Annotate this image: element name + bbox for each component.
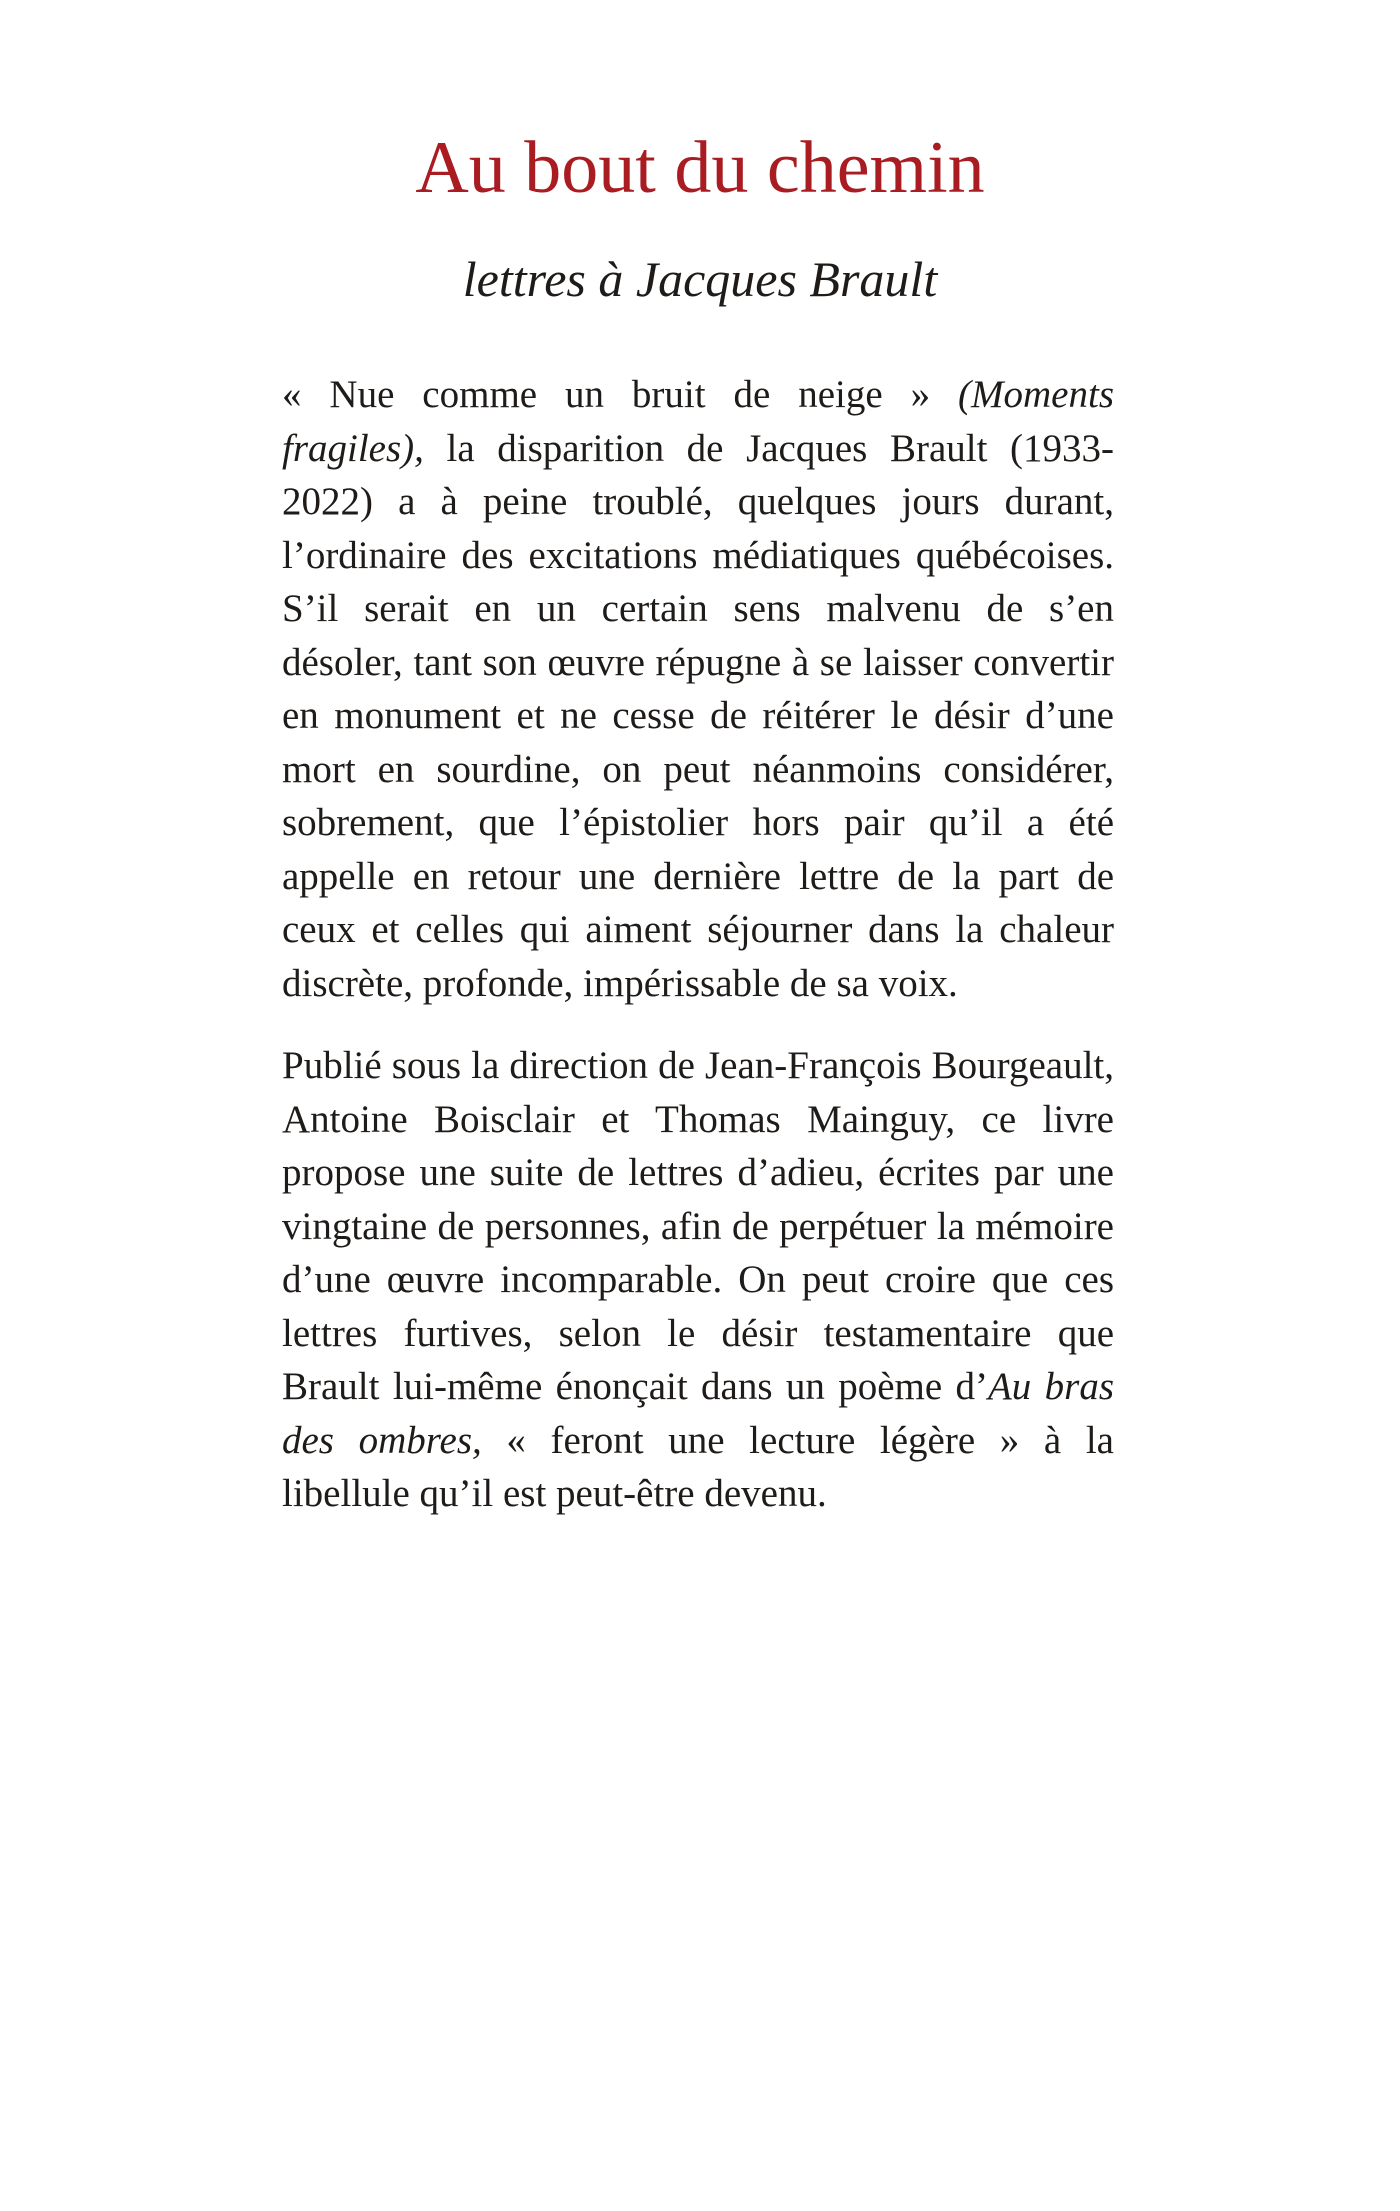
- opening-quote: « Nue comme un bruit de neige »: [282, 373, 959, 416]
- paragraph-1-text: la disparition de Jacques Brault (1933-2022) a à peine troublé, quelques jours durant, l’ordinaire des excitations médiatiques québécoises. S’il serait en un certain sens malvenu de s’en désoler, tant son œuvre répugne à se laisser convertir en monument et ne cesse de réitérer le désir d’une mort en sourdine, on peut néanmoins considérer, sobrement, que l’épistolier hors pair qu’il a été appelle en retour une dernière lettre de la part de ceux et celles qui aiment séjourner dans la chaleur discrète, profonde, impérissable de sa voix.: [282, 426, 1114, 1005]
- blurb-text: [282, 368, 1114, 1550]
- book-subtitle: lettres à Jacques Brault: [462, 251, 938, 307]
- poem-collection-title: Au bras des ombres,: [282, 1365, 1114, 1462]
- paragraph-2-text-after: « feront une lecture légère » à la libellule qu’il est peut-être devenu.: [282, 1418, 1114, 1515]
- blurb-paragraph-2: [282, 1039, 1114, 1521]
- blurb-paragraph-1: [282, 368, 1114, 1010]
- paragraph-2-text-before: Publié sous la direction de Jean-François Bourgeault, Antoine Boisclair et Thomas Mainguy, ce livre propose une suite de lettres d’adieu, écrites par une vingtaine de personnes, afin de perpétuer la mémoire d’une œuvre incomparable. On peut croire que ces lettres furtives, selon le désir testamentaire que Brault lui-même énonçait dans un poème d’: [282, 1044, 1114, 1408]
- book-title: Au bout du chemin: [415, 127, 985, 209]
- source-title: (Moments fragiles),: [282, 373, 1114, 470]
